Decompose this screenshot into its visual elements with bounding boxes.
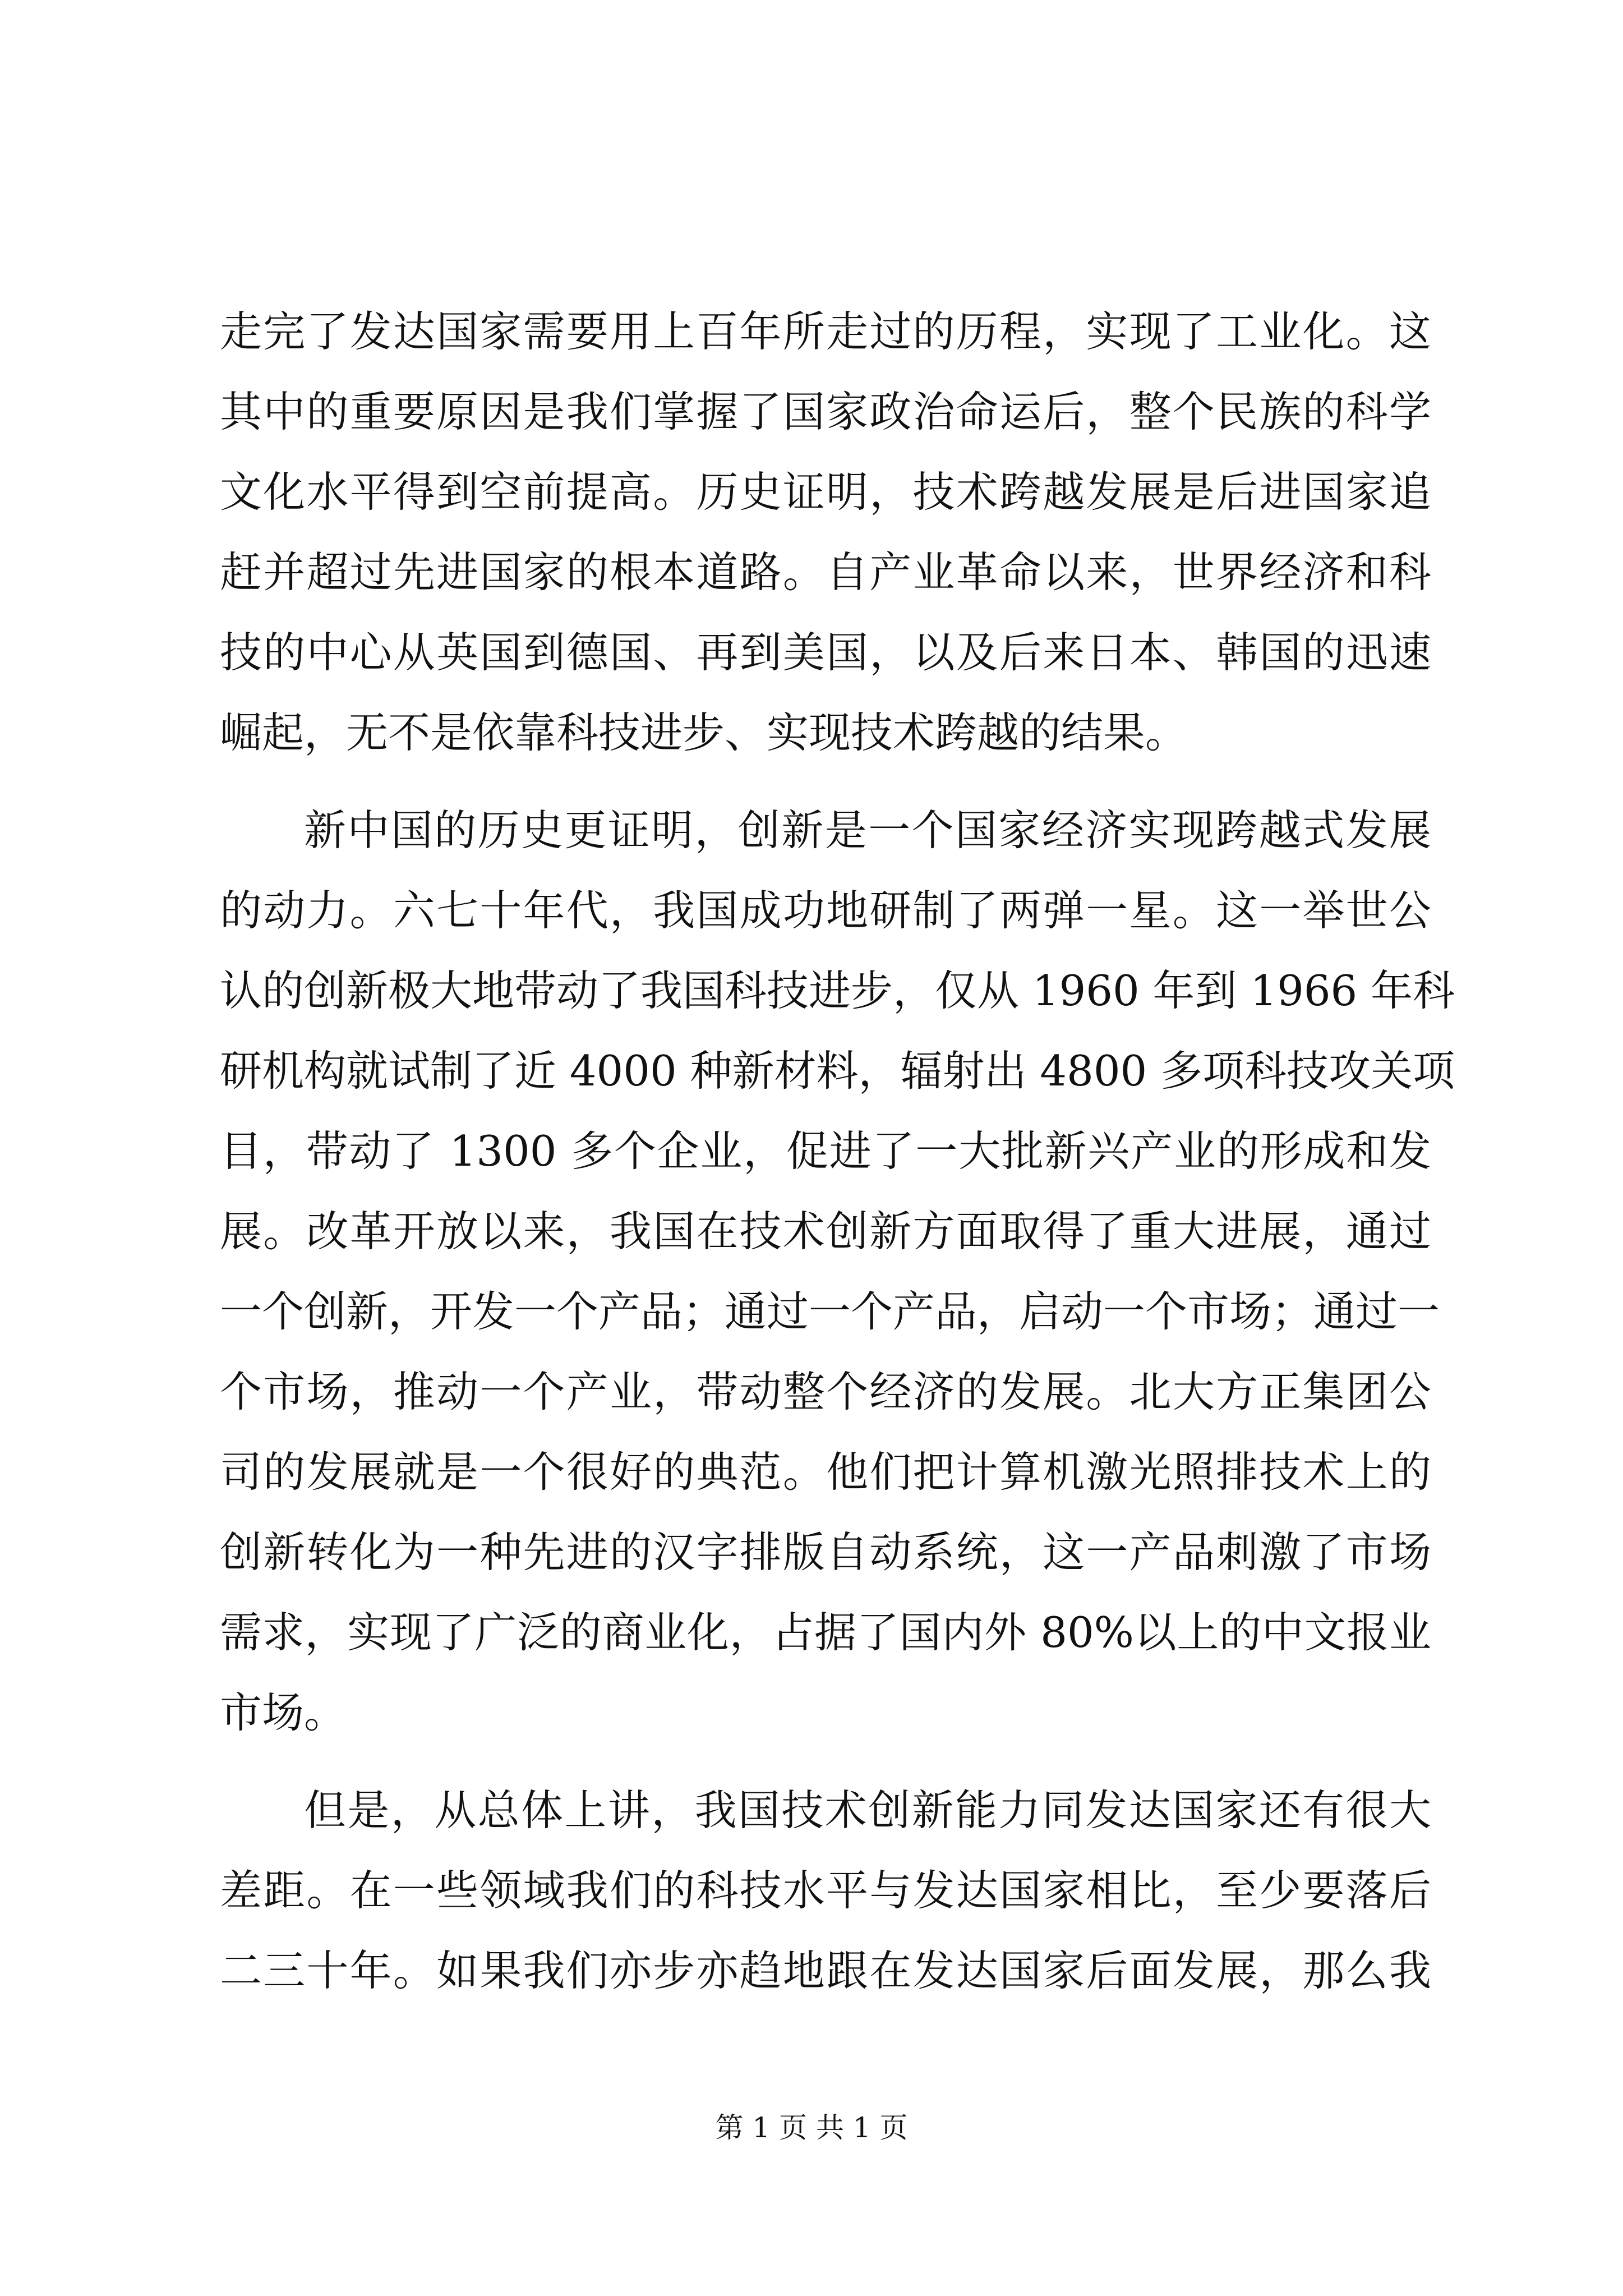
text-line: 需求，实现了广泛的商业化，占据了国内外 80%以上的中文报业 <box>220 1608 1431 1657</box>
text-line: 但是，从总体上讲，我国技术创新能力同发达国家还有很大 <box>304 1786 1431 1835</box>
paragraph-spacer <box>220 773 1431 790</box>
text-line: 文化水平得到空前提高。历史证明，技术跨越发展是后进国家追 <box>220 467 1431 517</box>
text-line: 其中的重要原因是我们掌握了国家政治命运后，整个民族的科学 <box>220 387 1431 436</box>
page-footer <box>0 2105 1623 2146</box>
text-line: 崛起，无不是依靠科技进步、实现技术跨越的结果。 <box>220 708 1188 757</box>
text-line: 认的创新极大地带动了我国科技进步，仅从 1960 年到 1966 年科 <box>220 966 1455 1015</box>
text-line: 差距。在一些领域我们的科技水平与发达国家相比，至少要落后 <box>220 1866 1431 1915</box>
text-line: 个市场，推动一个产业，带动整个经济的发展。北大方正集团公 <box>220 1367 1431 1416</box>
text-line: 二三十年。如果我们亦步亦趋地跟在发达国家后面发展，那么我 <box>220 1946 1431 1995</box>
text-line: 赶并超过先进国家的根本道路。自产业革命以来，世界经济和科 <box>220 547 1431 597</box>
paragraph-spacer <box>220 1753 1431 1770</box>
text-line: 技的中心从英国到德国、再到美国，以及后来日本、韩国的迅速 <box>220 628 1431 677</box>
text-line: 市场。 <box>220 1688 347 1737</box>
document-body <box>220 292 1455 2011</box>
page-number-label: 第 1 页 共 1 页 <box>715 2111 908 2144</box>
text-line: 走完了发达国家需要用上百年所走过的历程，实现了工业化。这 <box>220 307 1431 356</box>
text-line: 展。改革开放以来，我国在技术创新方面取得了重大进展，通过 <box>220 1207 1431 1256</box>
paragraph-1 <box>220 292 1431 773</box>
text-line: 一个创新，开发一个产品；通过一个产品，启动一个市场；通过一 <box>220 1287 1440 1336</box>
paragraph-2 <box>220 790 1455 1753</box>
text-line: 创新转化为一种先进的汉字排版自动系统，这一产品刺激了市场 <box>220 1527 1431 1577</box>
text-line: 研机构就试制了近 4000 种新材料，辐射出 4800 多项科技攻关项 <box>220 1046 1455 1096</box>
paragraph-3 <box>220 1770 1431 2011</box>
text-line: 新中国的历史更证明，创新是一个国家经济实现跨越式发展 <box>304 806 1431 855</box>
text-line: 司的发展就是一个很好的典范。他们把计算机激光照排技术上的 <box>220 1447 1431 1497</box>
text-line: 目，带动了 1300 多个企业，促进了一大批新兴产业的形成和发 <box>220 1126 1431 1176</box>
text-line: 的动力。六七十年代，我国成功地研制了两弹一星。这一举世公 <box>220 886 1431 935</box>
